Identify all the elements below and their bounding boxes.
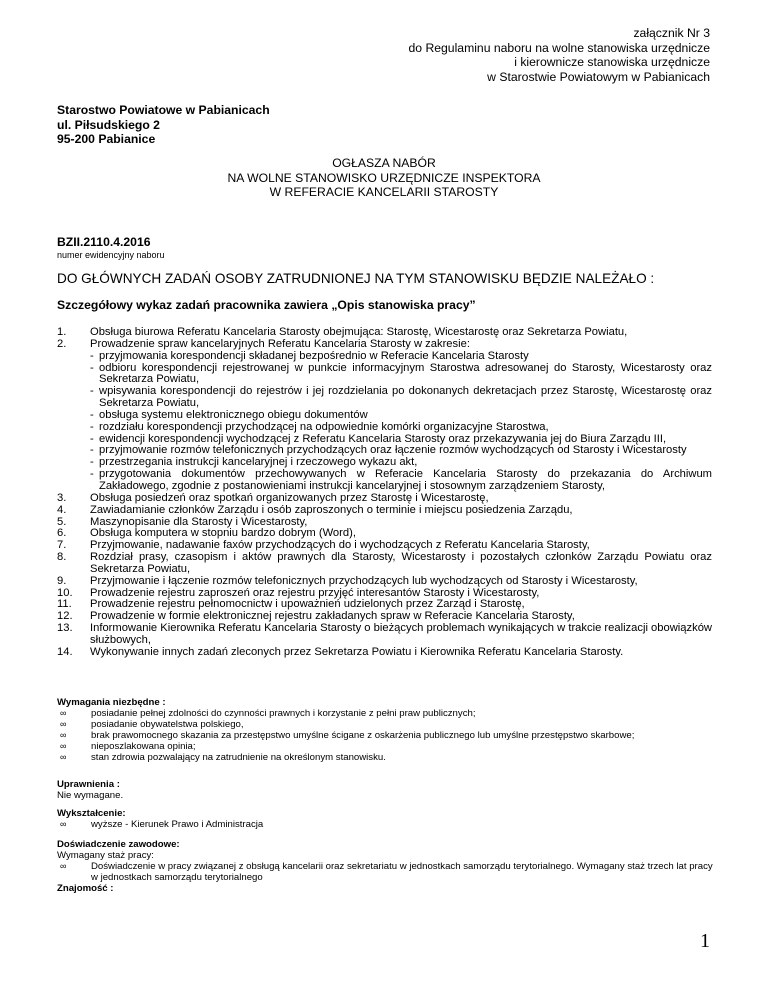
dash-marker: - xyxy=(90,444,94,457)
bullet-item xyxy=(57,730,717,741)
task-text: Zawiadamianie członków Zarządu i osób zaproszonych o terminie i miejscu posiedzenia Zarządu, xyxy=(90,503,573,516)
task-subitem-text: obsługa systemu elektronicznego obiegu dokumentów xyxy=(99,408,368,421)
task-number: 12. xyxy=(57,610,73,623)
task-number: 1. xyxy=(57,326,67,338)
task-number: 7. xyxy=(57,539,67,552)
task-subitem-text: ewidencji korespondencji wychodzącej z Referatu Kancelaria Starosty oraz przekazywania jej do Biura Zarządu III, xyxy=(99,432,667,445)
announcement-line: NA WOLNE STANOWISKO URZĘDNICZE INSPEKTORA xyxy=(227,170,541,185)
knowledge-section xyxy=(57,883,717,894)
task-list xyxy=(57,327,712,659)
task-subitem xyxy=(57,422,712,434)
rights-section xyxy=(57,779,717,801)
infinity-bullet-icon: ∞ xyxy=(60,730,67,740)
task-text: Prowadzenie spraw kancelaryjnych Referatu Kancelaria Starosty w zakresie: xyxy=(90,337,470,350)
bullet-text: stan zdrowia pozwalający na zatrudnienie na określonym stanowisku. xyxy=(91,752,386,763)
dash-marker: - xyxy=(90,385,94,398)
knowledge-title: Znajomość : xyxy=(57,883,114,894)
task-item xyxy=(57,505,712,517)
task-subitem-text: rozdziału korespondencji przychodzącej na odpowiednie komórki organizacyjne Starostwa, xyxy=(99,420,549,433)
task-text: Obsługa posiedzeń oraz spotkań organizowanych przez Starostę i Wicestarostę, xyxy=(90,491,489,504)
task-number: 14. xyxy=(57,645,73,658)
task-subitem xyxy=(57,363,712,387)
experience-section xyxy=(57,839,717,883)
infinity-bullet-icon: ∞ xyxy=(60,708,67,718)
announcement-title xyxy=(0,156,768,200)
infinity-bullet-icon: ∞ xyxy=(60,861,67,871)
dash-marker: - xyxy=(90,408,94,421)
reference-number: BZII.2110.4.2016 xyxy=(57,235,151,249)
bullet-item xyxy=(57,819,717,830)
dash-marker: - xyxy=(90,361,94,374)
task-subitem-text: przygotowania dokumentów przechowywanych w Referacie Kancelaria Starosty do przekazania do Archiwum Zakładowego, zgodnie z postanowieniami instrukcji kancelaryjnej i stosownym zarządzeniem Starosty, xyxy=(99,468,712,492)
annex-line: do Regulaminu naboru na wolne stanowiska urzędnicze xyxy=(408,40,710,55)
issuer-address xyxy=(57,103,270,147)
annex-line: i kierownicze stanowiska urzędnicze xyxy=(514,55,710,70)
announcement-line: OGŁASZA NABÓR xyxy=(332,156,436,170)
infinity-bullet-icon: ∞ xyxy=(60,719,67,729)
task-number: 4. xyxy=(57,503,67,516)
task-text: Informowanie Kierownika Referatu Kancelaria Starosty o bieżących problemach wynikających w trakcie realizacji obowiązków służbowych, xyxy=(90,622,712,646)
bullet-item xyxy=(57,719,717,730)
task-subitem-text: wpisywania korespondencji do rejestrów i jej rozdzielania po dokonanych dekretacjach przez Starostę, Wicestarostę oraz Sekretarza Powiatu, xyxy=(99,385,712,410)
bullet-text: wyższe - Kierunek Prawo i Administracja xyxy=(91,819,264,830)
task-number: 5. xyxy=(57,515,67,528)
task-text: Prowadzenie w formie elektronicznej rejestru zakładanych spraw w Referacie Kancelaria Starosty, xyxy=(90,610,575,623)
task-text: Maszynopisanie dla Starosty i Wicestarosty, xyxy=(90,515,308,528)
bullet-text: nieposzlakowana opinia; xyxy=(91,741,196,752)
task-subitem xyxy=(57,386,712,410)
announcement-line: W REFERACIE KANCELARII STAROSTY xyxy=(269,185,499,200)
task-number: 6. xyxy=(57,527,67,540)
task-number: 11. xyxy=(57,598,72,611)
requirements-title: Wymagania niezbędne : xyxy=(57,697,166,708)
dash-marker: - xyxy=(90,349,94,362)
requirements-section xyxy=(57,697,717,763)
task-number: 13. xyxy=(57,622,73,635)
task-number: 8. xyxy=(57,551,67,564)
education-list xyxy=(57,819,717,830)
page-number: 1 xyxy=(700,930,710,952)
task-number: 3. xyxy=(57,491,67,504)
annex-line: załącznik Nr 3 xyxy=(633,26,710,40)
dash-marker: - xyxy=(90,468,94,481)
dash-marker: - xyxy=(90,432,94,445)
requirements-list xyxy=(57,708,717,763)
task-number: 10. xyxy=(57,586,73,599)
task-item xyxy=(57,339,712,351)
infinity-bullet-icon: ∞ xyxy=(60,741,67,751)
bullet-text: brak prawomocnego skazania za przestępstwo umyślne ścigane z oskarżenia publicznego lub umyślne przestępstwo skarbowe; xyxy=(91,730,635,741)
experience-title: Doświadczenie zawodowe: xyxy=(57,839,180,850)
rights-title: Uprawnienia : xyxy=(57,779,120,790)
task-text: Rozdział prasy, czasopism i aktów prawnych dla Starosty, Wicestarosty i pozostałych członków Zarządu Powiatu oraz Sekretarza Powiatu, xyxy=(90,551,712,575)
annex-line: w Starostwie Powiatowym w Pabianicach xyxy=(487,69,710,84)
task-subitem xyxy=(57,351,712,363)
experience-text: Wymagany staż pracy: xyxy=(57,850,154,861)
task-text: Prowadzenie rejestru pełnomocnictw i upoważnień udzielonych przez Zarząd i Starostę, xyxy=(90,598,525,611)
task-number: 2. xyxy=(57,337,67,350)
task-text: Obsługa biurowa Referatu Kancelaria Starosty obejmująca: Starostę, Wicestarostę oraz Sekretarza Powiatu, xyxy=(90,326,628,338)
reference-caption: numer ewidencyjny naboru xyxy=(57,250,165,260)
dash-marker: - xyxy=(90,456,94,469)
rights-text: Nie wymagane. xyxy=(57,790,124,801)
experience-list xyxy=(57,861,717,883)
task-subitem-text: przestrzegania instrukcji kancelaryjnej i rzeczowego wykazu akt, xyxy=(99,456,418,469)
task-subitem xyxy=(57,410,712,422)
task-text: Prowadzenie rejestru zaproszeń oraz rejestru przyjęć interesantów Starosty i Wicestarosty, xyxy=(90,586,540,599)
tasks-heading: DO GŁÓWNYCH ZADAŃ OSOBY ZATRUDNIONEJ NA TYM STANOWISKU BĘDZIE NALEŻAŁO : xyxy=(57,271,655,286)
dash-marker: - xyxy=(90,420,94,433)
issuer-city: 95-200 Pabianice xyxy=(57,132,156,147)
task-text: Obsługa komputera w stopniu bardzo dobrym (Word), xyxy=(90,527,356,540)
bullet-item xyxy=(57,861,717,883)
task-number: 9. xyxy=(57,574,67,587)
issuer-street: ul. Piłsudskiego 2 xyxy=(57,117,160,132)
education-title: Wykształcenie: xyxy=(57,808,126,819)
bullet-text: posiadanie pełnej zdolności do czynności prawnych i korzystanie z pełni praw publicznych; xyxy=(91,708,476,719)
task-item xyxy=(57,493,712,505)
task-text: Przyjmowanie, nadawanie faxów przychodzących do i wychodzących z Referatu Kancelaria Starosty, xyxy=(90,539,590,552)
education-section xyxy=(57,808,717,830)
bullet-text: posiadanie obywatelstwa polskiego, xyxy=(91,719,244,730)
bullet-item xyxy=(57,752,717,763)
annex-note xyxy=(330,26,710,84)
task-item xyxy=(57,623,712,647)
bullet-item xyxy=(57,741,717,752)
bullet-text: Doświadczenie w pracy związanej z obsługą kancelarii oraz sekretariatu w jednostkach samorządu terytorialnego. Wymagany staż trzech lat pracy w jednostkach samorządu terytorialnego xyxy=(91,861,713,883)
task-subitem-text: przyjmowania korespondencji składanej bezpośrednio w Referacie Kancelaria Starosty xyxy=(99,349,529,362)
task-subitem-text: przyjmowanie rozmów telefonicznych przychodzących oraz łączenie rozmów wychodzących od Starosty i Wicestarosty xyxy=(99,444,687,457)
infinity-bullet-icon: ∞ xyxy=(60,819,67,829)
task-text: Przyjmowanie i łączenie rozmów telefonicznych przychodzących lub wychodzących od Starosty i Wicestarosty, xyxy=(90,574,638,587)
bullet-item xyxy=(57,708,717,719)
issuer-name: Starostwo Powiatowe w Pabianicach xyxy=(57,103,270,117)
detail-heading: Szczegółowy wykaz zadań pracownika zawiera „Opis stanowiska pracy” xyxy=(57,298,476,312)
task-text: Wykonywanie innych zadań zleconych przez Sekretarza Powiatu i Kierownika Referatu Kancelaria Starosty. xyxy=(90,645,624,658)
task-item xyxy=(57,647,712,659)
task-item xyxy=(57,576,712,588)
task-item xyxy=(57,552,712,576)
infinity-bullet-icon: ∞ xyxy=(60,752,67,762)
task-subitem-text: odbioru korespondencji rejestrowanej w punkcie informacyjnym Starostwa adresowanej do Starosty, Wicestarosty oraz Sekretarza Powiatu, xyxy=(99,361,712,386)
task-subitem xyxy=(57,469,712,493)
